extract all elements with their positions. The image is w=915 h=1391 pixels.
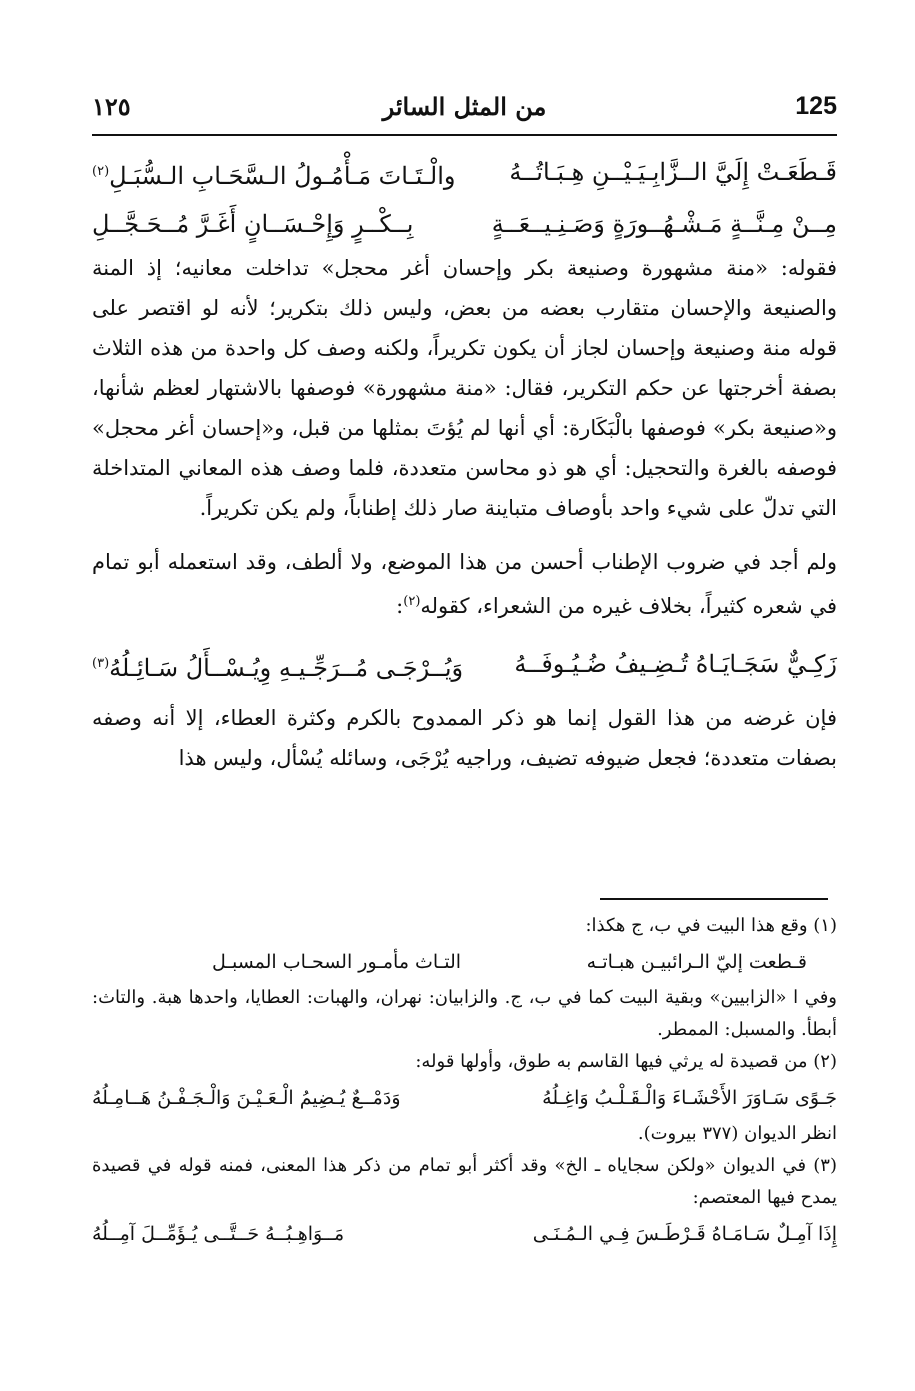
footnote-ref: (٢) [403,594,421,609]
verse-hemistich-second: وَدَمْــعٌ يُـضِيمُ الْـعَـيْـنَ وَالْـجَـفْـنُ هَــامِـلُهُ [92,1087,401,1109]
footnote-text: وفي ا «الزابيين» وبقية البيت كما في ب، ج. والزابيان: نهران، والهبات: العطايا، واحدها هبة. والتاث: أبطأ. والمسبل: الممطر. [92,987,837,1040]
page-number-latin: 125 [795,92,837,120]
footnote-verse [92,942,837,982]
footnotes [92,910,837,1254]
footnote-text: انظر الديوان (٣٧٧ بيروت). [637,1123,837,1144]
page-number-arabic: ١٢٥ [92,92,131,121]
running-title: من المثل السائر [382,92,547,121]
verse-hemistich-first: إِذَا آمِـلٌ سَـامَـاهُ قَـرْطَـسَ فِـي الـمُـنَـى [532,1223,837,1245]
footnote-ref: (٣) [92,656,110,671]
verse-hemistich-second: وَيُــرْجَـى مُــرَجِّـيـهِ وِيُـسْــأَلُ سَـائِـلُهُ$^{(٣)}$ [92,654,464,682]
verse-hemistich-second: مَــوَاهِـبُــهُ حَــتَّــى يُـؤَمِّــلَ آمِــلُهُ [92,1223,345,1245]
footnote-separator [600,898,828,900]
footnote-3: (٣) في الديوان «ولكن سجاياه ـ الخ» وقد أكثر أبو تمام من ذكر هذا المعنى، فمنه قوله في قصيدة يمدح فيها المعتصم: [92,1155,837,1208]
footnote-verse [92,1214,837,1254]
verse-hemistich-first: زَكِـيٌّ سَجَـايَـاهُ تُـضِـيفُ ضُـيُـوفَــهُ [514,650,837,678]
verse-hemistich-first: قَـطَعَـتْ إِلَيَّ الــزَّابِـيَـيْــنِ هِـبَـاتُــهُ [509,158,837,186]
verse-line [92,640,837,692]
footnote-2: (٢) من قصيدة له يرثي فيها القاسم به طوق، وأولها قوله: [415,1051,837,1072]
verse-line [92,148,837,200]
verse-hemistich-first: قـطعت إليّ الـرائبيـن هبـاتـه [586,951,807,973]
verse-hemistich-first: جَـوًى سَـاوَرَ الأَحْشَـاءَ وَالْـقَـلْـبُ وَاغِـلُهُ [542,1087,837,1109]
paragraph: فإن غرضه من هذا القول إنما هو ذكر الممدوح بالكرم وكثرة العطاء، إلا أنه وصفه بصفات متعددة؛ فجعل ضيوفه تضيف، وراجيه يُرْجَى، وسائله يُسْأل، وليس هذا [92,706,837,770]
paragraph: فقوله: «منة مشهورة وصنيعة بكر وإحسان أغر محجل» تداخلت معانيه؛ إذ المنة والصنيعة والإحسان متقارب بعضه من بعض، وليس ذلك بتكرير؛ لأنه لو اقتصر على قوله منة وصنيعة وإحسان لجاز أن يكون تكريراً، ولكنه وصف كل واحدة من هذه الثلاث بصفة أخرجتها عن حكم التكرير، فقال: «منة مشهورة» فوصفها بالاشتهار لعظم شأنها، و«صنيعة بكر» فوصفها بالْبَكَارة: أي أنها لم يُؤتَ بمثلها من قبل، و«إحسان أغر محجل» فوصفه بالغرة والتحجيل: أي هو ذو محاسن متعددة، فلما وصف هذه المعاني المتداخلة التي تدلّ على شيء واحد بأوصاف متباينة صار ذلك إطناباً، ولم يكن تكريراً. [92,256,837,520]
verse-line [92,200,837,248]
header-rule [92,134,837,136]
paragraph: ولم أجد في ضروب الإطناب أحسن من هذا الموضع، ولا ألطف، وقد استعمله أبو تمام في شعره كثيراً، بخلاف غيره من الشعراء، كقوله$^{(٢)}$: [92,550,837,618]
verse-hemistich-first: مِــنْ مِـنَّــةٍ مَـشْـهُــورَةٍ وَصَـنِـيــعَــةٍ [491,210,837,238]
footnote-verse [92,1078,837,1118]
verse-hemistich-second: التـاث مأمـور السحـاب المسبـل [212,951,462,973]
running-header [92,92,837,132]
main-text [92,148,837,778]
footnote-1: (١) وقع هذا البيت في ب، ج هكذا: [585,915,837,936]
verse-hemistich-second: بِــكْــرٍ وَإِحْـسَــانٍ أَغَـرَّ مُــحَـجَّــلِ [92,210,414,238]
verse-hemistich-second: والْـتَـاتَ مَـأْمُـولُ الـسَّحَـابِ الـسُّبَـلِ$^{(٢)}$ [92,162,456,190]
footnote-ref: (٢) [92,164,110,179]
